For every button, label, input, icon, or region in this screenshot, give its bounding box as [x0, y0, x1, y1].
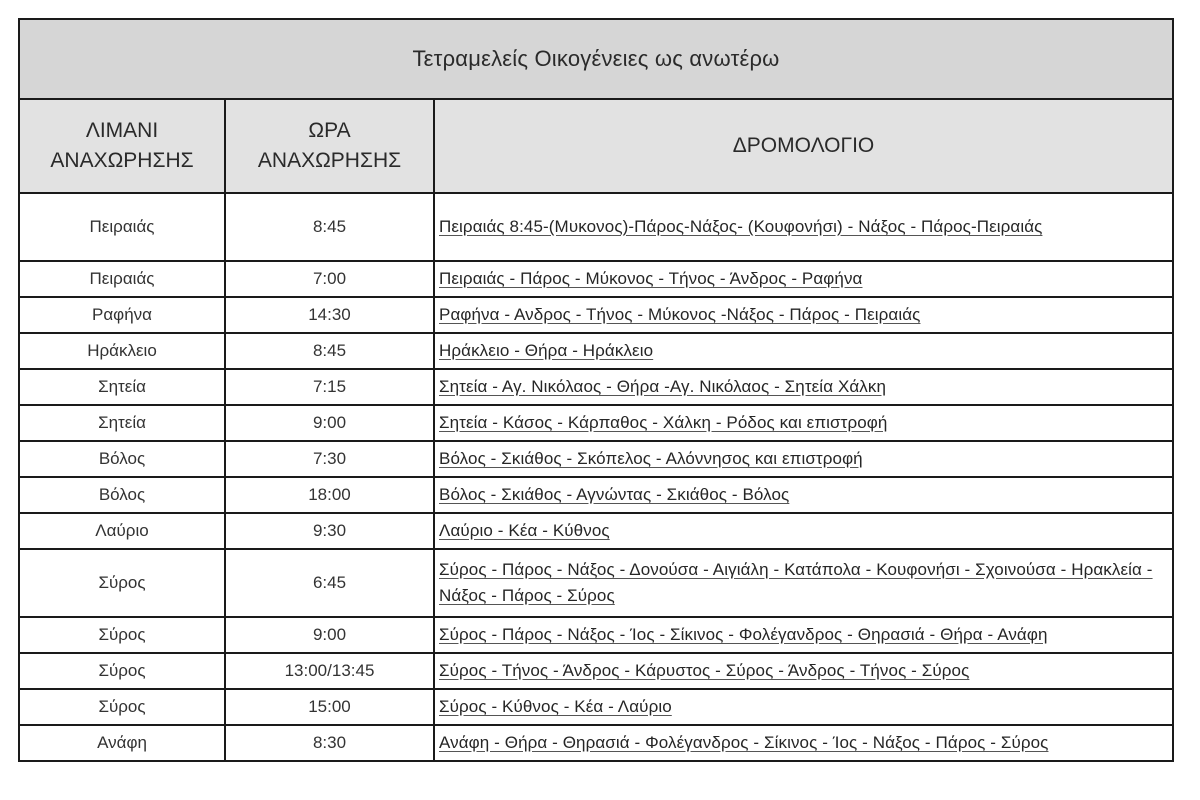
column-header-port	[19, 99, 225, 193]
table-row	[19, 405, 1173, 441]
table-row	[19, 725, 1173, 761]
departure-port: Σητεία	[19, 369, 225, 405]
column-header-time	[225, 99, 434, 193]
route-description: Σητεία - Κάσος - Κάρπαθος - Χάλκη - Ρόδος και επιστροφή	[434, 405, 1173, 441]
departure-port: Πειραιάς	[19, 193, 225, 261]
route-description: Πειραιάς - Πάρος - Μύκονος - Τήνος - Άνδρος - Ραφήνα	[434, 261, 1173, 297]
departure-port: Βόλος	[19, 477, 225, 513]
column-header-time-line2: ΑΝΑΧΩΡΗΣΗΣ	[257, 149, 402, 172]
table-row	[19, 333, 1173, 369]
route-description: Σύρος - Πάρος - Νάξος - Δονούσα - Αιγιάλη - Κατάπολα - Κουφονήσι - Σχοινούσα - Ηρακλεία - Νάξος - Πάρος - Σύρος	[434, 549, 1173, 617]
departure-time: 9:00	[225, 617, 434, 653]
departure-port: Σητεία	[19, 405, 225, 441]
departure-time: 8:45	[225, 193, 434, 261]
departure-port: Ραφήνα	[19, 297, 225, 333]
route-description: Σητεία - Αγ. Νικόλαος - Θήρα -Αγ. Νικόλαος - Σητεία Χάλκη	[434, 369, 1173, 405]
route-description: Ανάφη - Θήρα - Θηρασιά - Φολέγανδρος - Σίκινος - Ίος - Νάξος - Πάρος - Σύρος	[434, 725, 1173, 761]
departure-port: Πειραιάς	[19, 261, 225, 297]
departure-time: 9:00	[225, 405, 434, 441]
departure-time: 8:45	[225, 333, 434, 369]
departure-time: 6:45	[225, 549, 434, 617]
departure-time: 7:15	[225, 369, 434, 405]
table-row	[19, 441, 1173, 477]
departure-time: 9:30	[225, 513, 434, 549]
table-row	[19, 261, 1173, 297]
route-description: Βόλος - Σκιάθος - Αγνώντας - Σκιάθος - Βόλος	[434, 477, 1173, 513]
route-description: Ραφήνα - Ανδρος - Τήνος - Μύκονος -Νάξος - Πάρος - Πειραιάς	[434, 297, 1173, 333]
departure-time: 13:00/13:45	[225, 653, 434, 689]
departure-port: Σύρος	[19, 689, 225, 725]
table-row	[19, 369, 1173, 405]
table-row	[19, 193, 1173, 261]
table-row	[19, 297, 1173, 333]
departure-port: Σύρος	[19, 653, 225, 689]
departure-port: Βόλος	[19, 441, 225, 477]
departure-time: 14:30	[225, 297, 434, 333]
schedule-sheet	[18, 18, 1172, 790]
departure-time: 7:00	[225, 261, 434, 297]
table-row	[19, 513, 1173, 549]
departure-port: Ηράκλειο	[19, 333, 225, 369]
route-description: Πειραιάς 8:45-(Μυκονος)-Πάρος-Νάξος- (Κουφονήσι) - Νάξος - Πάρος-Πειραιάς	[434, 193, 1173, 261]
departure-port: Λαύριο	[19, 513, 225, 549]
route-description: Ηράκλειο - Θήρα - Ηράκλειο	[434, 333, 1173, 369]
departure-time: 18:00	[225, 477, 434, 513]
departure-port: Ανάφη	[19, 725, 225, 761]
table-title: Τετραμελείς Οικογένειες ως ανωτέρω	[19, 19, 1173, 99]
column-header-row	[19, 99, 1173, 193]
table-row	[19, 689, 1173, 725]
route-description: Βόλος - Σκιάθος - Σκόπελος - Αλόννησος και επιστροφή	[434, 441, 1173, 477]
route-description: Λαύριο - Κέα - Κύθνος	[434, 513, 1173, 549]
column-header-port-line2: ΑΝΑΧΩΡΗΣΗΣ	[50, 149, 194, 172]
departure-time: 7:30	[225, 441, 434, 477]
departure-port: Σύρος	[19, 617, 225, 653]
route-description: Σύρος - Κύθνος - Κέα - Λαύριο	[434, 689, 1173, 725]
column-header-time-line1: ΩΡΑ	[308, 118, 351, 142]
column-header-port-line1: ΛΙΜΑΝΙ	[85, 118, 159, 142]
route-description: Σύρος - Πάρος - Νάξος - Ίος - Σίκινος - Φολέγανδρος - Θηρασιά - Θήρα - Ανάφη	[434, 617, 1173, 653]
table-row	[19, 653, 1173, 689]
departure-time: 8:30	[225, 725, 434, 761]
table-row	[19, 617, 1173, 653]
route-description: Σύρος - Τήνος - Άνδρος - Κάρυστος - Σύρος - Άνδρος - Τήνος - Σύρος	[434, 653, 1173, 689]
table-row	[19, 477, 1173, 513]
ferry-schedule-table	[18, 18, 1174, 762]
table-title-row	[19, 19, 1173, 99]
departure-time: 15:00	[225, 689, 434, 725]
table-row	[19, 549, 1173, 617]
column-header-route: ΔΡΟΜΟΛΟΓΙΟ	[434, 99, 1173, 193]
departure-port: Σύρος	[19, 549, 225, 617]
